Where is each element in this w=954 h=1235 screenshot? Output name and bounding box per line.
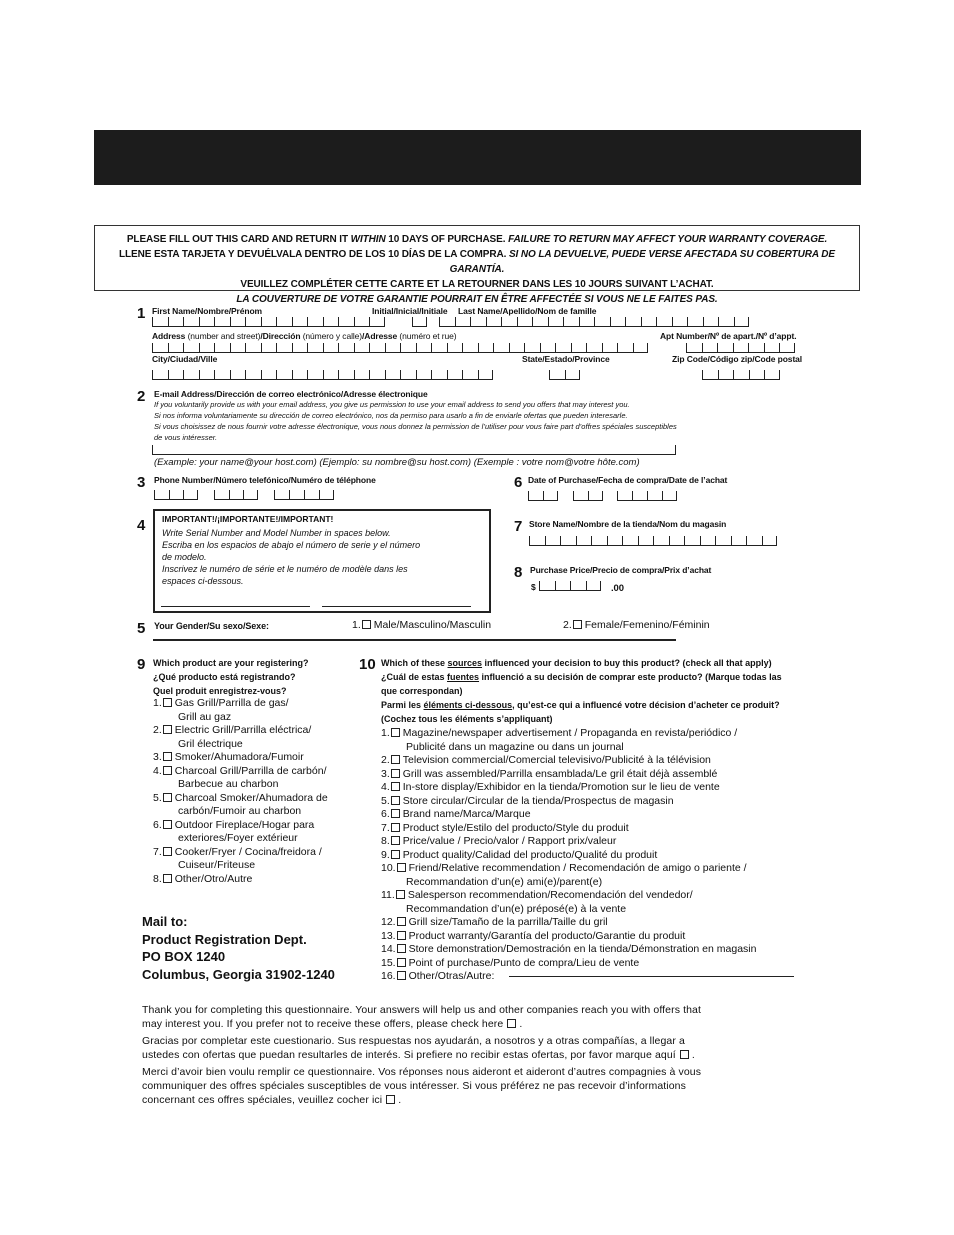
product-option[interactable]: 6. Outdoor Fireplace/Hogar para exteriores/Foyer extérieur xyxy=(153,818,315,844)
store-name-field[interactable] xyxy=(529,536,777,546)
section-9-number: 9 xyxy=(137,656,146,673)
first-name-label: First Name/Nombre/Prénom xyxy=(152,306,263,316)
section-4-number: 4 xyxy=(137,517,146,534)
checkbox-icon[interactable] xyxy=(573,620,582,629)
purchase-day-field[interactable] xyxy=(573,491,603,501)
important-instructions: Write Serial Number and Model Number in spaces below. Escriba en los espacios de abajo el número de serie y el número de modelo. Inscrivez le numéro de série et le numéro de modèle dans les espaces ci-dessous. xyxy=(162,528,421,586)
source-option[interactable]: 13. Product warranty/Garantía del producto/Garantie du produit xyxy=(381,929,686,942)
product-options xyxy=(153,697,328,886)
initial-field[interactable] xyxy=(412,317,427,327)
checkbox-icon[interactable] xyxy=(362,620,371,629)
first-name-field[interactable] xyxy=(152,317,385,327)
checkbox-icon[interactable] xyxy=(163,820,172,829)
phone-line-field[interactable] xyxy=(274,490,334,500)
footer-english: Thank you for completing this questionnaire. Your answers will help us and other companies reach you with offers that may interest you. If you prefer not to receive these offers, please check here . xyxy=(142,1004,701,1030)
checkbox-icon[interactable] xyxy=(391,796,400,805)
state-label: State/Estado/Province xyxy=(522,354,610,364)
checkbox-icon[interactable] xyxy=(391,850,400,859)
source-option[interactable]: 12. Grill size/Tamaño de la parrilla/Taille du gril xyxy=(381,916,608,928)
product-option[interactable]: 5. Charcoal Smoker/Ahumadora de carbón/Fumoir au charbon xyxy=(153,791,328,817)
checkbox-icon[interactable] xyxy=(397,958,406,967)
serial-number-field[interactable] xyxy=(161,606,310,607)
section-10-number: 10 xyxy=(359,656,376,673)
purchase-year-field[interactable] xyxy=(617,491,677,501)
last-name-field[interactable] xyxy=(439,317,749,327)
source-option[interactable]: 8. Price/value / Precio/valor / Rapport prix/valeur xyxy=(381,835,617,847)
checkbox-icon[interactable] xyxy=(391,755,400,764)
city-field[interactable] xyxy=(152,370,493,380)
cents-label: .00 xyxy=(611,583,624,594)
last-name-label: Last Name/Apellido/Nom de famille xyxy=(458,306,597,316)
section-divider xyxy=(153,639,676,641)
checkbox-icon[interactable] xyxy=(163,766,172,775)
opt-out-checkbox-fr[interactable] xyxy=(386,1095,395,1104)
product-option[interactable]: 1. Gas Grill/Parrilla de gas/ Grill au gaz xyxy=(153,697,289,723)
section-1-number: 1 xyxy=(137,305,146,322)
model-number-field[interactable] xyxy=(322,606,471,607)
checkbox-icon[interactable] xyxy=(163,725,172,734)
checkbox-icon[interactable] xyxy=(163,752,172,761)
purchase-price-label: Purchase Price/Precio de compra/Prix d’achat xyxy=(530,565,712,575)
email-disclaimer: If you voluntarily provide us with your email address, you give us permission to use your email address to send you offers that may interest you. Si nos informa voluntariamente su dirección de correo electrónico, nos da permiso para usarlo a fin de enviarle ofertas que pueden interesarle. Si vous choisissez de nous fournir votre adresse électronique, vous nous donnez la permission de l’utiliser pour vous faire part d’offres spéciales susceptibles de vous intéresser. xyxy=(154,400,677,442)
source-option[interactable]: 4. In-store display/Exhibidor en la tienda/Promotion sur le lieu de vente xyxy=(381,781,720,793)
checkbox-icon[interactable] xyxy=(391,836,400,845)
source-option[interactable]: 15. Point of purchase/Punto de compra/Lieu de vente xyxy=(381,956,640,969)
section-7-number: 7 xyxy=(514,518,523,535)
state-field[interactable] xyxy=(549,370,580,380)
source-option[interactable]: 14. Store demonstration/Demostración en la tienda/Démonstration en magasin xyxy=(381,943,757,955)
store-name-label: Store Name/Nombre de la tienda/Nom du magasin xyxy=(529,519,727,529)
checkbox-icon[interactable] xyxy=(163,847,172,856)
gender-label: Your Gender/Su sexo/Sexe: xyxy=(154,621,269,631)
checkbox-icon[interactable] xyxy=(391,769,400,778)
checkbox-icon[interactable] xyxy=(397,944,406,953)
checkbox-icon[interactable] xyxy=(397,931,406,940)
checkbox-icon[interactable] xyxy=(163,793,172,802)
email-label: E-mail Address/Dirección de correo electrónico/Adresse électronique xyxy=(154,389,428,399)
checkbox-icon[interactable] xyxy=(391,782,400,791)
product-option[interactable]: 2. Electric Grill/Parrilla eléctrica/ Gril électrique xyxy=(153,724,312,750)
phone-prefix-field[interactable] xyxy=(214,490,258,500)
address-label: Address (number and street)/Dirección (número y calle)/Adresse (numéro et rue) xyxy=(152,331,457,341)
checkbox-icon[interactable] xyxy=(397,863,406,872)
sources-question: Which of these sources influenced your decision to buy this product? (check all that apply) ¿Cuál de estas fuentes influenció a su decisión de comprar este producto? (Marque todas las que correspondan) Parmi les éléments ci-dessous, qu’est-ce qui a influencé votre décision d’acheter ce produit? (Cochez tous les éléments s’appliquant) xyxy=(381,658,782,724)
gender-male-option[interactable]: 1. Male/Masculino/Masculin xyxy=(352,619,492,631)
phone-area-field[interactable] xyxy=(154,490,198,500)
source-option[interactable]: 3. Grill was assembled/Parrilla ensamblada/Le gril était déjà assemblé xyxy=(381,767,718,780)
source-option[interactable]: 2. Television commercial/Comercial televisivo/Publicité à la télévision xyxy=(381,754,711,766)
product-option[interactable]: 7. Cooker/Fryer / Cocina/freidora / Cuiseur/Friteuse xyxy=(153,845,322,871)
checkbox-icon[interactable] xyxy=(163,698,172,707)
section-3-number: 3 xyxy=(137,474,146,491)
source-option[interactable]: 1. Magazine/newspaper advertisement / Propaganda en revista/periódico / Publicité dans un magazine ou dans un journal xyxy=(381,727,738,753)
checkbox-icon[interactable] xyxy=(391,823,400,832)
checkbox-icon[interactable] xyxy=(396,890,405,899)
important-title: IMPORTANT!/¡IMPORTANTE!/IMPORTANT! xyxy=(162,514,334,524)
checkbox-icon[interactable] xyxy=(163,874,172,883)
checkbox-icon[interactable] xyxy=(391,728,400,737)
section-2-number: 2 xyxy=(137,388,146,405)
footer-french: Merci d’avoir bien voulu remplir ce questionnaire. Vos réponses nous aideront et aideront d’autres compagnies à vous communiquer des offres spéciales susceptibles de vous intéresser. Si vous préférez ne pas recevoir d’informations concernant ces offres spéciales, veuillez cocher ici . xyxy=(142,1066,702,1106)
initial-label: Initial/Inicial/Initiale xyxy=(372,306,448,316)
dollar-sign: $ xyxy=(531,582,536,592)
warranty-notice: PLEASE FILL OUT THIS CARD AND RETURN IT WITHIN 10 DAYS OF PURCHASE. FAILURE TO RETURN MAY AFFECT YOUR WARRANTY COVERAGE. LLENE ESTA TARJETA Y DEVUÉLVALA DENTRO DE LOS 10 DÍAS DE LA COMPRA. SI NO LA DEVUELVE, PUEDE VERSE AFECTADA SU COBERTURA DE GARANTÍA. VEUILLEZ COMPLÉTER CETTE CARTE ET LA RETOURNER DANS LES 10 JOURS SUIVANT L’ACHAT. LA COUVERTURE DE VOTRE GARANTIE POURRAIT EN ÊTRE AFFECTÉE SI VOUS NE LE FAITES PAS. xyxy=(94,225,860,291)
checkbox-icon[interactable] xyxy=(397,917,406,926)
city-label: City/Ciudad/Ville xyxy=(152,354,218,364)
product-option[interactable]: 3. Smoker/Ahumadora/Fumoir xyxy=(153,751,304,763)
section-5-number: 5 xyxy=(137,620,146,637)
gender-female-option[interactable]: 2. Female/Femenino/Féminin xyxy=(563,619,710,631)
product-option[interactable]: 8. Other/Otro/Autre xyxy=(153,872,253,885)
email-field[interactable] xyxy=(152,445,676,455)
purchase-price-field[interactable] xyxy=(539,581,601,591)
source-option[interactable]: 16. Other/Otras/Autre: xyxy=(381,970,495,982)
opt-out-checkbox-en[interactable] xyxy=(507,1019,516,1028)
purchase-date-label: Date of Purchase/Fecha de compra/Date de l’achat xyxy=(528,475,728,485)
sources-options xyxy=(381,727,756,984)
zip-field[interactable] xyxy=(702,370,780,380)
section-8-number: 8 xyxy=(514,564,523,581)
phone-label: Phone Number/Número telefónico/Numéro de téléphone xyxy=(154,475,376,485)
footer-spanish: Gracias por completar este cuestionario. Sus respuestas nos ayudarán, a nosotros y a otras compañías, a llegar a ustedes con ofertas que puedan resultarles de interés. Si prefiere no recibir estas ofertas, por favor marque aquí . xyxy=(142,1035,695,1061)
product-option[interactable]: 4. Charcoal Grill/Parrilla de carbón/ Barbecue au charbon xyxy=(153,764,327,790)
source-option[interactable]: 11. Salesperson recommendation/Recomendación del vendedor/ Recommandation d’un(e) préposé(e) à la vente xyxy=(381,889,693,915)
source-option[interactable]: 9. Product quality/Calidad del producto/Qualité du produit xyxy=(381,848,658,861)
apt-field[interactable] xyxy=(686,343,795,353)
product-question: Which product are your registering? ¿Qué producto está registrando? Quel produit enregistrez-vous? xyxy=(153,658,309,696)
section-6-number: 6 xyxy=(514,474,523,491)
source-option[interactable]: 10. Friend/Relative recommendation / Recomendación de amigo o pariente / Recommandation d’un(e) ami(e)/parent(e) xyxy=(381,862,747,888)
opt-out-checkbox-es[interactable] xyxy=(680,1050,689,1059)
header-bar xyxy=(94,130,861,185)
source-option[interactable]: 6. Brand name/Marca/Marque xyxy=(381,808,531,820)
email-example: (Example: your name@your host.com) (Ejemplo: su nombre@su host.com) (Exemple : votre nom@votre hôte.com) xyxy=(154,457,640,468)
apt-label: Apt Number/Nº de apart./Nº d’appt. xyxy=(660,331,797,341)
purchase-month-field[interactable] xyxy=(528,491,558,501)
checkbox-icon[interactable] xyxy=(397,971,406,980)
checkbox-icon[interactable] xyxy=(391,809,400,818)
address-field[interactable] xyxy=(152,343,648,353)
mailing-address: Mail to: Product Registration Dept. PO BOX 1240 Columbus, Georgia 31902-1240 xyxy=(142,914,335,982)
other-source-field[interactable] xyxy=(509,976,794,977)
source-option[interactable]: 7. Product style/Estilo del producto/Style du produit xyxy=(381,821,629,834)
zip-label: Zip Code/Código zip/Code postal xyxy=(672,354,803,364)
source-option[interactable]: 5. Store circular/Circular de la tienda/Prospectus de magasin xyxy=(381,794,674,807)
